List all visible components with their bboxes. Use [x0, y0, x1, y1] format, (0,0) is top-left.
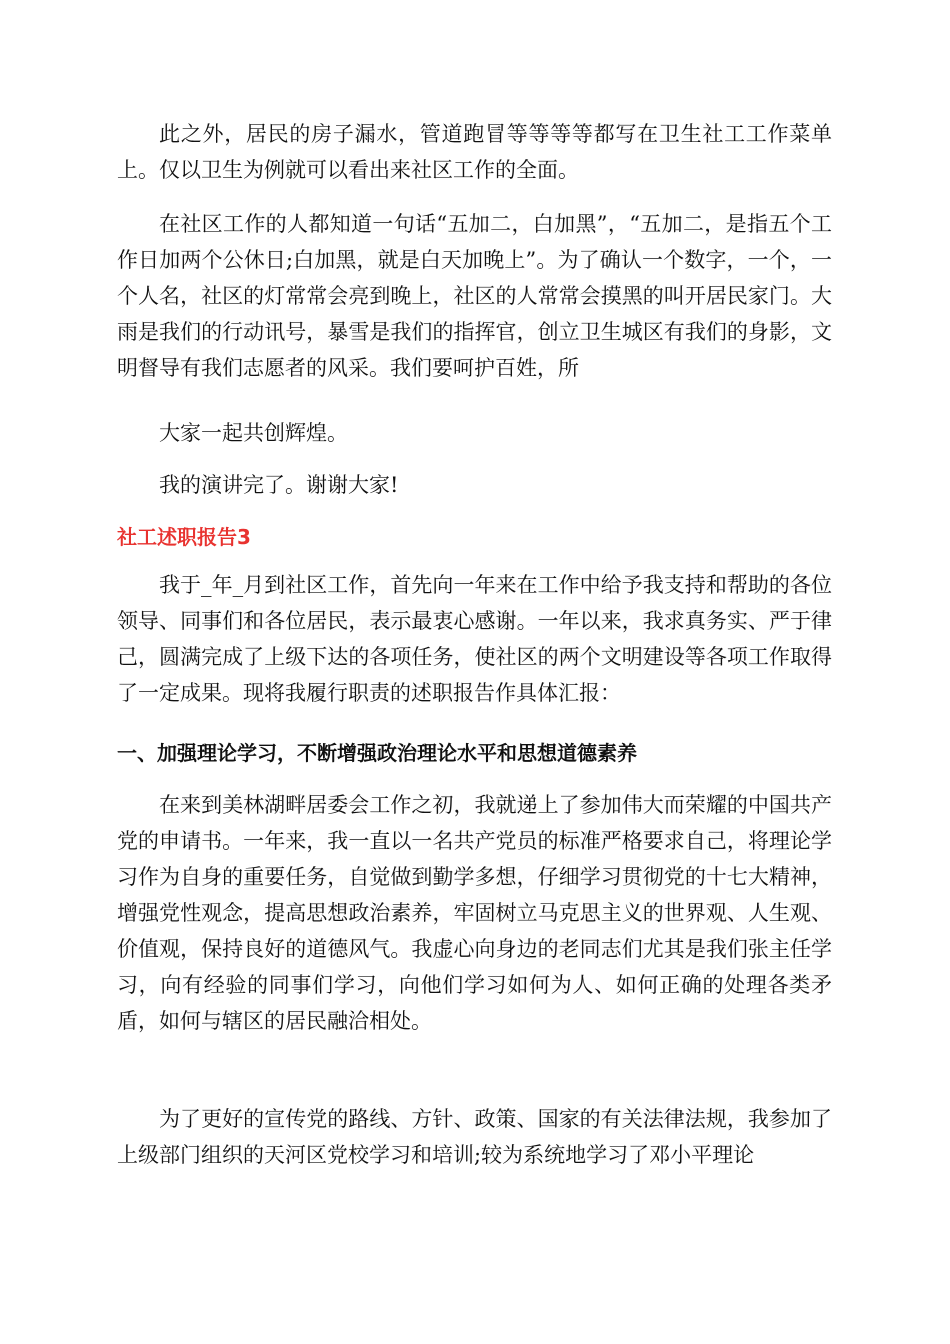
paragraph-5: 我于_年_月到社区工作，首先向一年来在工作中给予我支持和帮助的各位领导、同事们和各位居民，表示最衷心感谢。一年以来，我求真务实、严于律己，圆满完成了上级下达的各项任务，使社区的两个文明建设等各项工作取得了一定成果。现将我履行职责的述职报告作具体汇报： [117, 573, 832, 705]
paragraph-6: 在来到美林湖畔居委会工作之初，我就递上了参加伟大而荣耀的中国共产党的申请书。一年来，我一直以一名共产党员的标准严格要求自己，将理论学习作为自身的重要任务，自觉做到勤学多想，仔细学习贯彻党的十七大精神，增强党性观念，提高思想政治素养，牢固树立马克思主义的世界观、人生观、价值观，保持良好的道德风气。我虚心向身边的老同志们尤其是我们张主任学习，向有经验的同事们学习，向他们学习如何为人、如何正确的处理各类矛盾，如何与辖区的居民融洽相处。 [117, 793, 832, 1033]
paragraph-1: 此之外，居民的房子漏水，管道跑冒等等等等都写在卫生社工工作菜单上。仅以卫生为例就可以看出来社区工作的全面。 [117, 122, 832, 182]
paragraph-2: 在社区工作的人都知道一句话“五加二，白加黑”，“五加二，是指五个工作日加两个公休日;白加黑，就是白天加晚上”。为了确认一个数字，一个，一个人名，社区的灯常常会亮到晚上，社区的人常常会摸黑的叫开居民家门。大雨是我们的行动讯号，暴雪是我们的指挥官，创立卫生城区有我们的身影，文明督导有我们志愿者的风采。我们要呵护百姓，所 [117, 212, 832, 380]
paragraph-3: 大家一起共创辉煌。 [159, 421, 348, 445]
section-heading-one: 一、加强理论学习，不断增强政治理论水平和思想道德素养 [117, 741, 637, 765]
paragraph-7: 为了更好的宣传党的路线、方针、政策、国家的有关法律法规，我参加了上级部门组织的天河区党校学习和培训;较为系统地学习了邓小平理论 [117, 1107, 832, 1167]
report-title: 社工述职报告3 [117, 525, 251, 549]
paragraph-4: 我的演讲完了。谢谢大家! [159, 473, 399, 497]
